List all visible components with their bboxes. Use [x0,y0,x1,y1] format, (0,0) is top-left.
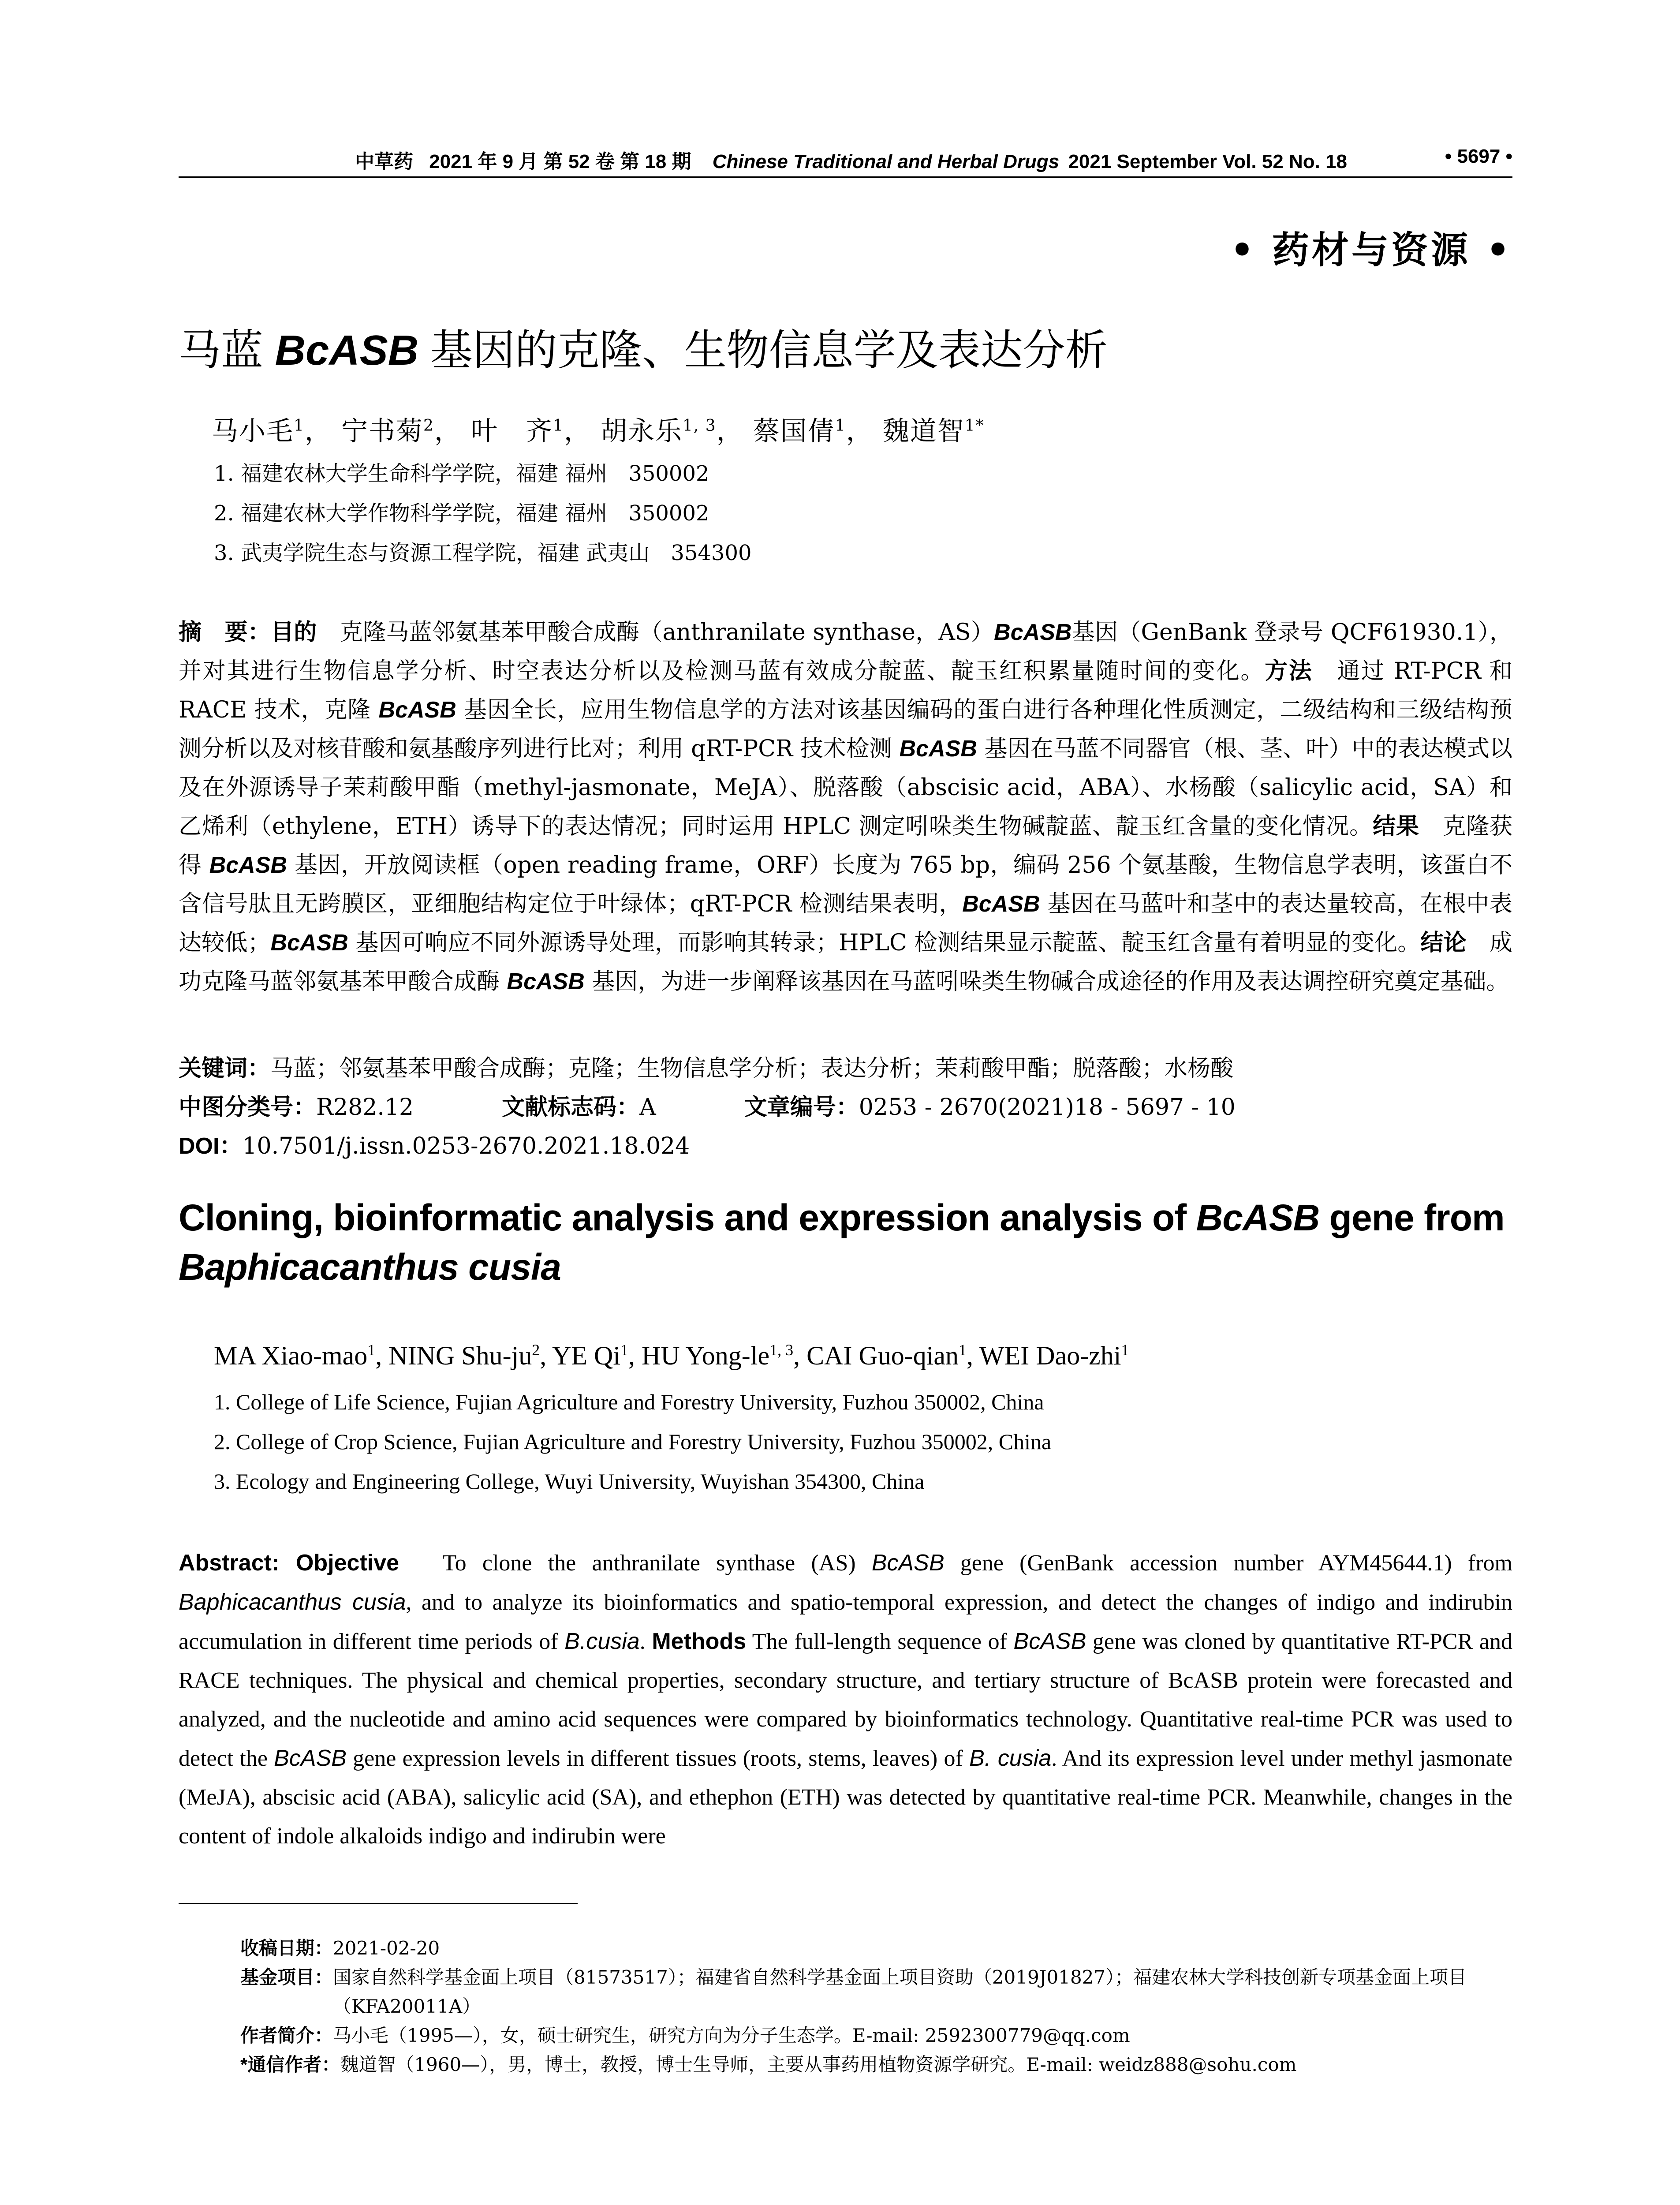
abstract-text: 通过 RT-PCR 和 RACE 技术，克隆 [179,658,1512,723]
abstract-text: 基因在马蓝不同器官（根、茎、叶）中的表达模式以及在外源诱导子茉莉酸甲酯（methyl-jasmonate，MeJA）、脱落酸（abscisic acid，ABA）、水杨酸（salicylic acid，SA）和乙烯利（ethylene，ETH）诱导下的表达情况；同时运用 HPLC 测定吲哚类生物碱靛蓝、靛玉红含量的变化情况。 [179,736,1513,840]
species-name: Baphicacanthus cusia [179,1589,406,1615]
author-cn: 马小毛$^1$ [212,416,305,447]
english-affiliation: 2. College of Crop Science, Fujian Agriculture and Forestry University, Fuzhou 350002, China [214,1429,1052,1454]
gene-name: BcASB [270,930,348,956]
footnote-received: 收稿日期： 2021-02-20 [240,1937,440,1959]
clc-value: R282.12 [316,1094,414,1121]
results-label-cn: 结果 [1373,814,1420,839]
abstract-text: gene was cloned by quantitative RT-PCR and RACE techniques. The physical and chemical properties, secondary structure, and tertiary structure of BcASB protein were forecasted and analyzed, and the nucleotide and amino acid sequences were compared by bioinformatics technology. Quantitative real-time PCR was used to detect the [179,1629,1512,1771]
abstract-text: 基因全长，应用生物信息学的方法对该基因编码的蛋白进行各种理化性质测定，二级结构和三级结构预测分析以及对核苷酸和氨基酸序列进行比对；利用 qRT-PCR 技术检测 [179,697,1512,762]
footnote-author-bio: 作者简介： 马小毛（1995—），女，硕士研究生，研究方向为分子生态学。E-mail: 2592300779@qq.com [240,2025,1130,2046]
abstract-text: gene (GenBank accession number AYM45644.1) from [944,1551,1512,1576]
gene-name: BcASB [994,620,1072,645]
author-cn: 胡永乐$^{1, 3}$ [600,416,717,447]
english-title [179,1193,1512,1292]
author-cn: 魏道智$^{1*}$ [882,416,985,447]
doc-code-label: 文献标志码： [502,1095,640,1120]
gene-name: BcASB [899,736,977,762]
journal-name-cn: 中草药 [355,150,413,173]
gene-name: BcASB [378,697,456,723]
author-cn: 叶 齐$^1$ [470,416,564,447]
footnote-funding: 基金项目： 国家自然科学基金面上项目（81573517）；福建省自然科学基金面上项目资助（2019J01827）；福建农林大学科技创新专项基金面上项目（KFA20011A） [240,1966,1467,2017]
author-en: MA Xiao-mao$^1$ [214,1341,376,1370]
english-title-text: gene from [1319,1197,1505,1238]
article-number-label: 文章编号： [744,1095,859,1120]
chinese-title-gene: BcASB [275,327,419,374]
keywords-value: 马蓝；邻氨基苯甲酸合成酶；克隆；生物信息学分析；表达分析；茉莉酸甲酯；脱落酸；水杨酸 [270,1055,1234,1082]
abstract-text: . And its expression level under methyl jasmonate (MeJA), abscisic acid (ABA), salicylic acid (SA), and ethephon (ETH) was detected by quantitative real-time PCR. Meanwhile, changes in the content of indole alkaloids indigo and indirubin were [179,1746,1512,1849]
species-name: B. cusia [969,1745,1052,1771]
author-en: NING Shu-$ju^2$ [388,1341,540,1370]
abstract-text: 基因在马蓝叶和茎中的表达量较高，在根中表达较低； [179,891,1512,956]
gene-name: BcASB [962,891,1040,917]
chinese-abstract [179,613,1512,1001]
abstract-text: 基因可响应不同外源诱导处理，而影响其转录；HPLC 检测结果显示靛蓝、靛玉红含量有着明显的变化。 [348,930,1421,956]
clc-label: 中图分类号： [179,1095,317,1120]
classification-line [179,1088,1236,1121]
keywords-line [179,1050,1233,1083]
footnote-rule [179,1903,578,1904]
chinese-affiliation: 3. 武夷学院生态与资源工程学院，福建 武夷山 354300 [214,541,752,565]
english-affiliation: 3. Ecology and Engineering College, Wuyi University, Wuyishan 354300, China [214,1469,925,1494]
abstract-text: 克隆马蓝邻氨基苯甲酸合成酶（anthranilate synthase，AS） [317,619,994,646]
abstract-label-cn: 摘 要： [179,620,271,645]
english-title-text: Cloning, bioinformatic analysis and expression analysis of [179,1197,1196,1238]
gene-name: BcASB [1013,1629,1086,1654]
gene-name: BcASB [871,1550,945,1576]
abstract-text: The full-length sequence of [746,1629,1014,1654]
abstract-text: , and to analyze its bioinformatics and spatio-temporal expression, and detect the changes of indigo and indirubin accumulation in different time periods of [179,1590,1512,1654]
chinese-affiliation: 1. 福建农林大学生命科学学院，福建 福州 350002 [214,461,709,486]
issue-info-en: 2021 September Vol. 52 No. 18 [1068,151,1348,172]
author-en: HU Yong-le$^{1, 3}$ [642,1341,794,1370]
running-header [179,146,1512,171]
abstract-text: 基因，为进一步阐释该基因在马蓝吲哚类生物碱合成途径的作用及表达调控研究奠定基础。 [584,968,1509,995]
author-en: WEI Dao-zhi$^1$ [979,1341,1129,1370]
article-number-value: 0253 - 2670(2021)18 - 5697 - 10 [859,1094,1236,1121]
english-title-species: Baphicacanthus cusia [179,1246,561,1288]
english-affiliation: 1. College of Life Science, Fujian Agriculture and Forestry University, Fuzhou 350002, China [214,1390,1044,1414]
objective-label-en: Objective [295,1550,399,1576]
abstract-text: gene expression levels in different tissues (roots, stems, leaves) of [346,1746,970,1771]
footnote-corresponding: *通信作者： 魏道智（1960—），男，博士，教授，博士生导师，主要从事药用植物资源学研究。E-mail: weidz888@sohu.com [240,2054,1297,2075]
gene-name: BcASB [274,1745,347,1771]
abstract-label-en: Abstract: [179,1550,296,1576]
abstract-text: 克隆获得 [179,813,1512,878]
issue-info-cn: 2021 年 9 月 第 52 卷 第 18 期 [429,151,691,172]
english-authors: MA Xiao-mao$^1$, NING Shu-$ju^2$, YE Qi$^1$, HU Yong-le$^{1, 3}$, CAI Guo-qian$^1$, WEI Dao-zhi$^1$ [214,1341,1129,1370]
author-cn: 蔡国倩$^1$ [753,416,846,447]
abstract-text: 成功克隆马蓝邻氨基苯甲酸合成酶 [179,930,1512,995]
section-label: • 药材与资源 • [1230,228,1512,272]
objective-label-cn: 目的 [271,620,317,645]
footnotes [240,1934,1512,2079]
gene-name: BcASB [209,852,287,878]
abstract-text: 基因，开放阅读框（open reading frame，ORF）长度为 765 bp，编码 256 个氨基酸，生物信息学表明，该蛋白不含信号肽且无跨膜区，亚细胞结构定位于叶绿体；qRT-PCR 检测结果表明， [179,852,1512,917]
english-title-gene: BcASB [1196,1197,1320,1238]
doi-value: 10.7501/j.issn.0253-2670.2021.18.024 [242,1133,690,1159]
abstract-text: To clone the anthranilate synthase (AS) [399,1551,872,1576]
journal-name-en: Chinese Traditional and Herbal Drugs [712,151,1060,172]
doc-code-value: A [639,1094,656,1121]
chinese-title-post: 基因的克隆、生物信息学及表达分析 [418,327,1108,374]
species-name: B.cusia [564,1629,640,1654]
header-rule [179,176,1512,178]
gene-name: BcASB [507,969,585,994]
doi-line [179,1127,690,1160]
chinese-authors: 马小毛$^1$， 宁书菊$^2$， 叶 齐$^1$， 胡永乐$^{1, 3}$， 蔡国倩$^1$， 魏道智$^{1*}$ [212,416,985,447]
abstract-text: . [639,1629,652,1654]
author-en: YE Qi$^1$ [552,1341,629,1370]
conclusion-label-cn: 结论 [1420,930,1467,956]
author-cn: 宁书菊$^2$ [341,416,434,447]
chinese-affiliation: 2. 福建农林大学作物科学学院，福建 福州 350002 [214,501,709,526]
keywords-label: 关键词： [179,1056,271,1081]
abstract-text: 基因（GenBank 登录号 QCF61930.1），并对其进行生物信息学分析、时空表达分析以及检测马蓝有效成分靛蓝、靛玉红积累量随时间的变化。 [179,619,1512,684]
methods-label-en: Methods [652,1629,747,1654]
chinese-title [179,317,1108,377]
author-en: CAI Guo-qian$^1$ [806,1341,967,1370]
page-number: • 5697 • [1445,146,1512,167]
doi-label: DOI： [179,1133,243,1159]
methods-label-cn: 方法 [1265,658,1313,684]
chinese-title-pre: 马蓝 [179,327,275,374]
english-abstract [179,1544,1512,1856]
